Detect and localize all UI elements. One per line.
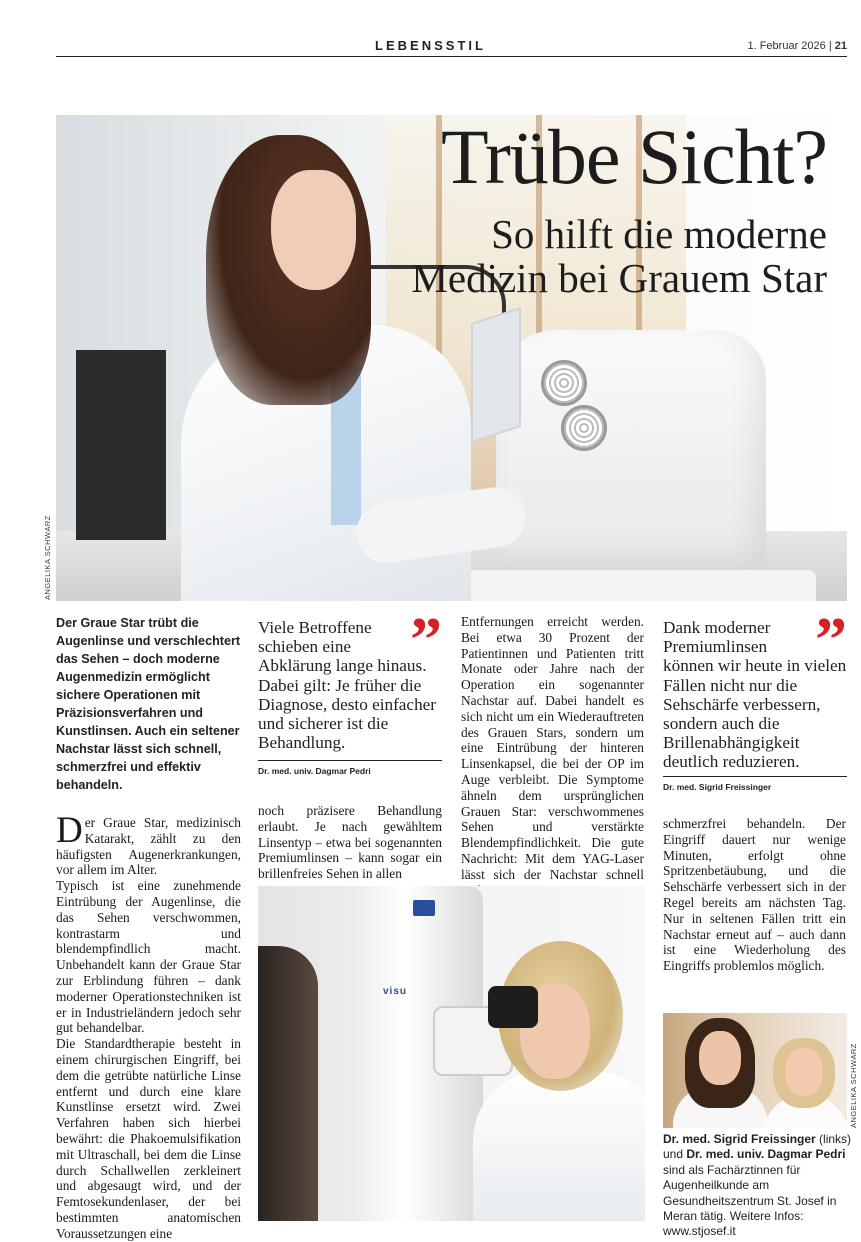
issue-date: 1. Februar 2026 <box>747 40 826 52</box>
quote-mark-icon: ” <box>410 604 442 675</box>
machine-base <box>456 570 816 601</box>
header-rule <box>56 56 847 57</box>
caption-name: Dr. med. Sigrid Freissinger <box>663 1132 816 1146</box>
quote-source: Dr. med. Sigrid Freissinger <box>663 776 847 792</box>
header-separator: | <box>828 40 832 52</box>
drop-cap: D <box>56 810 83 851</box>
body-text: er Graue Star, medizinisch Katarakt, zählt zu den häufigsten Augenerkrankungen, vor allem im Alter. <box>56 815 241 878</box>
date-page <box>747 40 847 52</box>
portrait-face <box>699 1031 741 1085</box>
pull-quote <box>663 604 847 772</box>
machine-vent <box>561 405 607 451</box>
body-column-1 <box>56 810 241 1242</box>
portrait-caption <box>663 1132 853 1240</box>
doctor-coat <box>473 1071 645 1221</box>
body-paragraph: Die Standardtherapie besteht in einem chirurgischen Eingriff, bei dem die getrübte natürliche Linse entfernt und durch eine klare Kunstlinse ersetzt wird. Zwei Verfahren haben sich hierbei bewährt: die Phakoemulsifikation mit Ultraschall, bei dem die Linse durch Schallwellen zerkleinert und abgesaugt wird, und der Femtosekundenlaser, der bei bestimmten anatomischen Voraussetzungen eine <box>56 1036 241 1241</box>
headline: Trübe Sicht? <box>441 113 827 200</box>
caption-text: sind als Fachärztinnen für Augenheilkunde am Gesundheitszentrum St. Josef in Meran tätig. Weitere Infos: www.stjosef.it <box>663 1162 837 1239</box>
subheadline <box>307 212 827 300</box>
quote-source: Dr. med. univ. Dagmar Pedri <box>258 760 442 776</box>
caption-text: (links) und <box>663 1132 852 1162</box>
body-column-3: Entfernungen erreicht werden. Bei etwa 30 Prozent der Patientinnen und Patienten tritt Monate oder Jahre nach der Operation ein sogenannter Nachstar auf. Dabei handelt es sich nicht um ein Wiederauftreten des Grauen Stars, sondern um eine Eintrübung der hinteren Linsenkapsel, die bei der OP im Auge verbleibt. Die Symptome ähneln dem ursprünglichen Grauen Star: verschwommenes Sehen und verstärkte Blendempfindlichkeit. Die gute Nachricht: Mit dem YAG-Laser lässt sich der Nachstar schnell <box>461 614 644 882</box>
lead-text: Der Graue Star trübt die Augenlinse und verschlechtert das Sehen – doch moderne Augenmedizin ermöglicht sichere Operationen mit Präzisionsverfahren und Kunstlinsen. Auch ein seltener Nachstar lässt sich schnell, schmerzfrei und effektiv behandeln. <box>56 616 241 792</box>
eyepiece <box>488 986 538 1028</box>
zeiss-logo-icon <box>413 900 435 916</box>
machine-screen <box>471 307 521 443</box>
quote-text: Dank moderner Premiumlinsen können wir heute in vielen Fällen nicht nur die Sehschärfe verbessern, sondern auch die Brillenabhängigkeit deutlich reduzieren. <box>663 618 847 772</box>
eye-exam-machine <box>496 330 766 570</box>
subheadline-line: Medizin bei Grauem Star <box>411 255 827 301</box>
body-column-2: noch präzisere Behandlung erlaubt. Je nach gewähltem Linsentyp – etwa bei sogenannten Premiumlinsen – kann sogar ein brillenfreies Sehen in allen <box>258 803 442 882</box>
page-number: 21 <box>834 40 847 52</box>
doctors-portrait <box>663 1013 847 1128</box>
machine-vent <box>541 360 587 406</box>
section-label: LEBENSSTIL <box>375 38 486 53</box>
body-paragraph: Typisch ist eine zunehmende Eintrübung der Augenlinse, die das Sehen verschwommen, kontrastarm und blendempfindlich macht. Unbehandelt kann der Graue Star zur Erblindung führen – dank moderner Operationstechniken ist er in Industrieländern jedoch sehr gut behandelbar. <box>56 878 241 1036</box>
photo-credit: ANGELIKA SCHWARZ <box>849 1043 858 1128</box>
body-paragraph <box>56 810 241 878</box>
yag-laser-photo <box>258 886 645 1221</box>
monitor <box>76 350 166 540</box>
portrait-face <box>785 1048 823 1096</box>
caption-name: Dr. med. univ. Dagmar Pedri <box>686 1147 846 1162</box>
photo-credit: ANGELIKA SCHWARZ <box>43 515 52 600</box>
pull-quote <box>258 604 442 753</box>
subheadline-line: So hilft die moderne <box>491 211 827 257</box>
quote-mark-icon: ” <box>815 604 847 675</box>
device-brand: visu <box>383 986 408 997</box>
body-column-4: schmerzfrei behandeln. Der Eingriff dauert nur wenige Minuten, erfolgt ohne Spritzenbetäubung, und die Sehschärfe verbessert sich in der Regel bereits am nächsten Tag. Nur in seltenen Fällen tritt ein Nachstar erneut auf – auch dann ist eine Wiederholung des Eingriffs problemlos möglich. <box>663 816 846 974</box>
patient <box>258 946 318 1221</box>
quote-text: Viele Betroffene schieben eine Abklärung lange hinaus. Dabei gilt: Je früher die Diagnose, desto einfacher und sicherer ist die Behandlung. <box>258 618 437 753</box>
